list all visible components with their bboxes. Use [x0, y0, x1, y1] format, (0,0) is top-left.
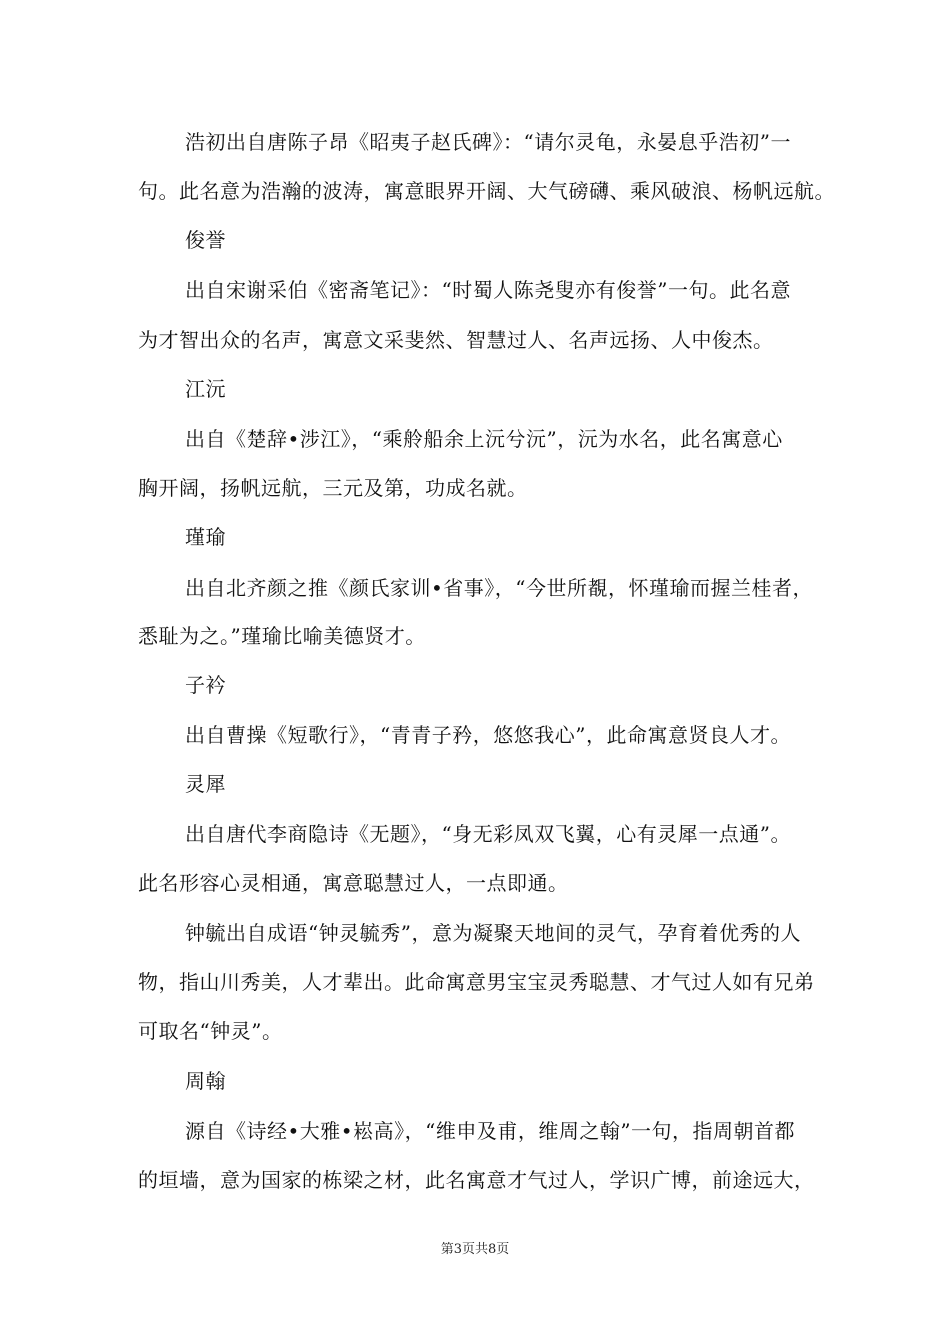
paragraph-line: 为才智出众的名声，寓意文采斐然、智慧过人、名声远扬、人中俊杰。: [138, 328, 774, 352]
paragraph-line: 源自《诗经•大雅•崧高》，“维申及甫，维周之翰”一句，指周朝首都: [185, 1119, 796, 1143]
page-number-footer: 第3页共8页: [440, 1242, 510, 1257]
paragraph-line: 出自唐代李商隐诗《无题》，“身无彩凤双飞翼，心有灵犀一点通”。: [185, 822, 791, 846]
section-heading: 灵犀: [185, 772, 226, 796]
paragraph-line: 可取名“钟灵”。: [138, 1019, 283, 1043]
paragraph-line: 浩初出自唐陈子昂《昭夷子赵氏碑》：“请尔灵龟，永晏息乎浩初”一: [185, 130, 791, 154]
section-heading: 子衿: [185, 673, 226, 697]
section-heading: 周翰: [185, 1069, 226, 1093]
paragraph-line: 物，指山川秀美，人才辈出。此命寓意男宝宝灵秀聪慧、才气过人如有兄弟: [138, 970, 815, 994]
paragraph-line: 出自《楚辞•涉江》，“乘舲船余上沅兮沅”，沅为水名，此名寓意心: [185, 427, 783, 451]
paragraph-line: 出自曹操《短歌行》，“青青子矜，悠悠我心”，此命寓意贤良人才。: [185, 723, 791, 747]
paragraph-line: 句。此名意为浩瀚的波涛，寓意眼界开阔、大气磅礴、乘风破浪、杨帆远航。: [138, 179, 835, 203]
paragraph-line: 钟毓出自成语“钟灵毓秀”，意为凝聚天地间的灵气，孕育着优秀的人: [185, 921, 801, 945]
section-heading: 俊誉: [185, 228, 226, 252]
paragraph-line: 出自北齐颜之推《颜氏家训•省事》，“今世所覩，怀瑾瑜而握兰桂者，: [185, 576, 814, 600]
paragraph-line: 此名形容心灵相通，寓意聪慧过人，一点即通。: [138, 871, 569, 895]
paragraph-line: 胸开阔，扬帆远航，三元及第，功成名就。: [138, 476, 528, 500]
section-heading: 江沅: [185, 377, 226, 401]
paragraph-line: 悉耻为之。”瑾瑜比喻美德贤才。: [138, 624, 426, 648]
paragraph-line: 出自宋谢采伯《密斋笔记》：“时蜀人陈尧叟亦有俊誉”一句。此名意: [185, 278, 791, 302]
section-heading: 瑾瑜: [185, 525, 226, 549]
paragraph-line: 的垣墙，意为国家的栋梁之材，此名寓意才气过人，学识广博，前途远大，: [138, 1168, 815, 1192]
